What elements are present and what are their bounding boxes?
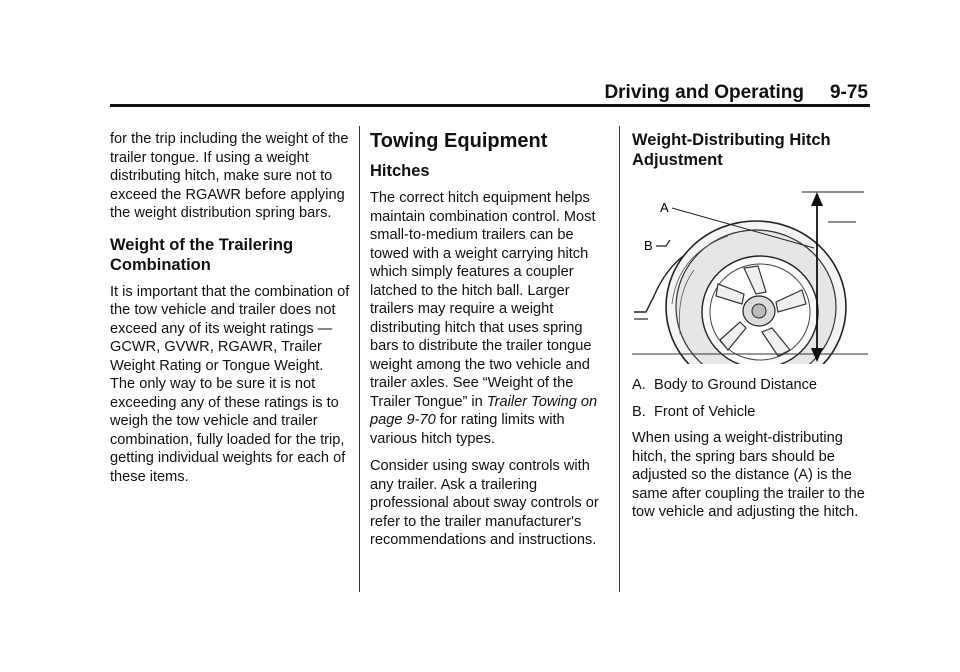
paragraph: for the trip including the weight of the trailer tongue. If using a weight distributing hitch, make sure not to exceed the RGAWR before applying the weight distribution spring bars.	[110, 131, 349, 221]
wheel-diagram	[632, 184, 868, 364]
label-b: B	[644, 238, 653, 253]
page-header	[602, 82, 868, 104]
wheel-illustration	[632, 184, 868, 364]
heading-hitch-adjustment: Weight-Distributing Hitch Adjustment	[632, 131, 831, 169]
subheading-hitches: Hitches	[370, 162, 430, 180]
column-2	[370, 130, 608, 559]
header-rule	[110, 104, 870, 107]
heading-trailering-combination: Weight of the Trailering Combination	[110, 235, 294, 274]
section-title: Driving and Operating	[604, 82, 804, 103]
column-1	[110, 130, 350, 495]
paragraph: When using a weight-distributing hitch, the spring bars should be adjusted so the distance (A) is the same after coupling the trailer to the tow vehicle and adjusting the hitch.	[632, 430, 865, 520]
column-divider	[619, 126, 620, 592]
page-number: 9-75	[829, 82, 868, 103]
paragraph: The correct hitch equipment helps maintain combination control. Most small-to-medium trailers can be towed with a weight carrying hitch which simply features a coupler latched to the hitch ball. Larger trailers may require a weight distributing hitch that uses spring bars to distribute the trailer tongue weight among the two vehicle and trailer axles. See “Weight of the Trailer Tongue” in Trailer Towing on page 9-70 for rating limits with various hitch types.	[370, 190, 598, 447]
paragraph: Consider using sway controls with any trailer. Ask a trailering professional about sway controls or refer to the trailer manufacturer's recommendations and instructions.	[370, 458, 599, 548]
column-3	[632, 130, 872, 531]
paragraph: It is important that the combination of the tow vehicle and trailer does not exceed any of its weight ratings — GCWR, GVWR, RGAWR, Trailer Weight Rating or Tongue Weight. The only way to be sure it is not exceeding any of these ratings is to weigh the tow vehicle and trailer combination, fully loaded for the trip, getting individual weights for each of these items.	[110, 283, 350, 485]
label-a: A	[660, 200, 669, 215]
column-divider	[359, 126, 360, 592]
caption-a: A. Body to Ground Distance	[632, 377, 818, 393]
cross-reference-link[interactable]: Trailer Towing on page 9-70	[370, 393, 598, 428]
heading-towing-equipment: Towing Equipment	[370, 130, 548, 152]
caption-b: B. Front of Vehicle	[632, 403, 756, 420]
